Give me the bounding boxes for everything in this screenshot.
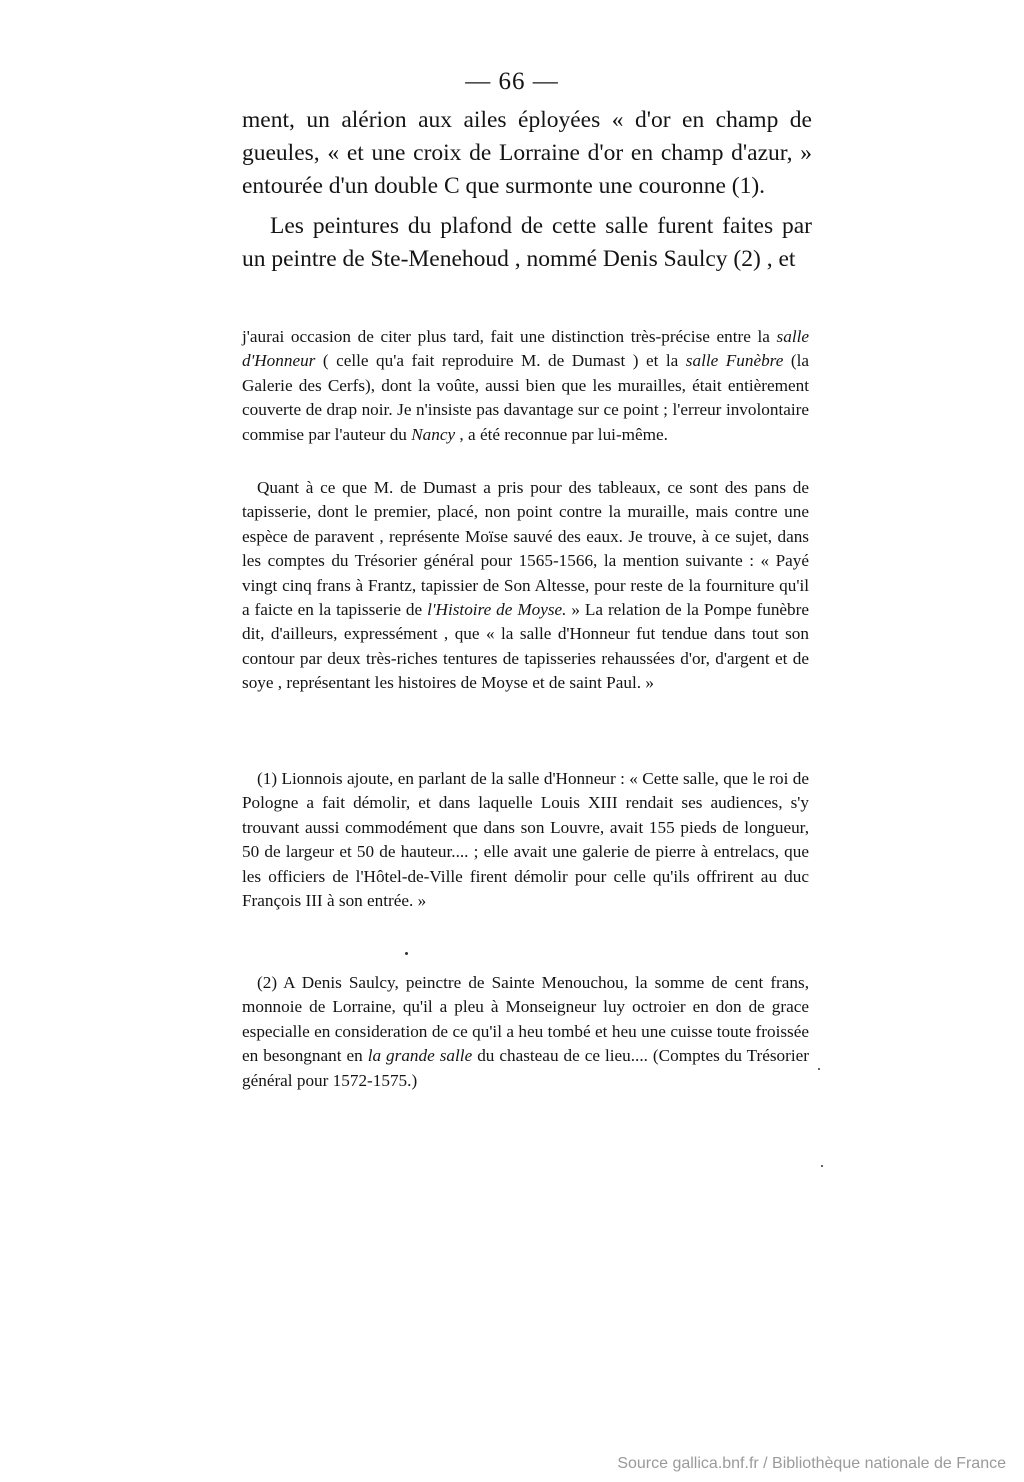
main-paragraph-2: Les peintures du plafond de cette salle furent faites par un peintre de Ste-Menehoud , nommé Denis Saulcy (2) , et (242, 213, 812, 272)
note-text: j'aurai occasion de citer plus tard, fait une distinction très-précise entre la (242, 327, 777, 346)
footnote-italic: la grande salle (367, 1046, 473, 1066)
footnote-2 (242, 971, 809, 1093)
print-speck (821, 1165, 823, 1167)
note-text: Quant à ce que M. de Dumast a pris pour des tableaux, ce sont des pans de tapisserie, dont le premier, placé, non point contre la muraille, mais contre une espèce de paravent , représente Moïse sauvé des eaux. Je trouve, à ce sujet, dans les comptes du Trésorier général pour 1565-1566, la mention suivante : « Payé vingt cinq frans à Frantz, tapissier de Son Altesse, pour reste de la fourniture qu'il a faicte en la tapisserie de (242, 478, 809, 620)
main-paragraph-1: ment, un alérion aux ailes éployées « d'or en champ de gueules, « et une croix de Lorraine d'or en champ d'azur, » entourée d'un double C que surmonte une couronne (1). (242, 107, 812, 199)
source-credit: Source gallica.bnf.fr / Bibliothèque nationale de France (617, 1455, 1006, 1472)
note-text: ( celle qu'a fait reproduire M. de Dumast ) et la (315, 351, 686, 371)
note-text: » La relation de la Pompe funèbre dit, d'ailleurs, expressément , que « la salle d'Honneur fut tendue dans tout son contour par deux très-riches tentures de tapisseries rehaussées d'or, d'argent et de soye , représentant les histoires de Moyse et de saint Paul. » (242, 600, 810, 693)
note-continuation (242, 325, 809, 447)
note-italic: l'Histoire de Moyse. (427, 600, 567, 620)
main-text (242, 104, 812, 276)
note-italic: Nancy (411, 424, 456, 444)
footnote-text: du chasteau de ce lieu.... (Comptes du Trésorier général pour 1572-1575.) (242, 1046, 809, 1090)
print-speck (818, 1068, 820, 1070)
footnote-1-text: (1) Lionnois ajoute, en parlant de la salle d'Honneur : « Cette salle, que le roi de Pologne a fait démolir, et dans laquelle Louis XIII rendait ses audiences, s'y trouvant aussi commodément que dans son Louvre, avait 155 pieds de longueur, 50 de largeur et 50 de hauteur.... ; elle avait une galerie de pierre à entrelacs, que les officiers de l'Hôtel-de-Ville firent démolir pour celle qu'ils offrirent au duc François III à son entrée. » (242, 769, 809, 911)
note-paragraph-1 (242, 325, 809, 447)
footnote-1 (242, 767, 809, 913)
note-italic: salle Funèbre (685, 351, 784, 371)
print-speck (405, 952, 408, 955)
page-number: — 66 — (465, 68, 559, 95)
note-text: , a été reconnue par lui-même. (455, 424, 668, 444)
footnote-2-text (242, 971, 809, 1093)
note-italic: salle d'Honneur (242, 327, 809, 371)
note-paragraph-2 (242, 476, 809, 696)
note-continuation-2 (242, 476, 809, 696)
footnote-text: (2) A Denis Saulcy, peinctre de Sainte Menouchou, la somme de cent frans, monnoie de Lorraine, qu'il a pleu à Monseigneur luy octroier en don de grace especialle en consideration de ce qu'il a heu tombé et heu une cuisse toute froissée en besongnant en (242, 973, 809, 1066)
note-text: (la Galerie des Cerfs), dont la voûte, aussi bien que les murailles, était entièrement couverte de drap noir. Je n'insiste pas davantage sur ce point ; l'erreur involontaire commise par l'auteur du (242, 351, 809, 444)
